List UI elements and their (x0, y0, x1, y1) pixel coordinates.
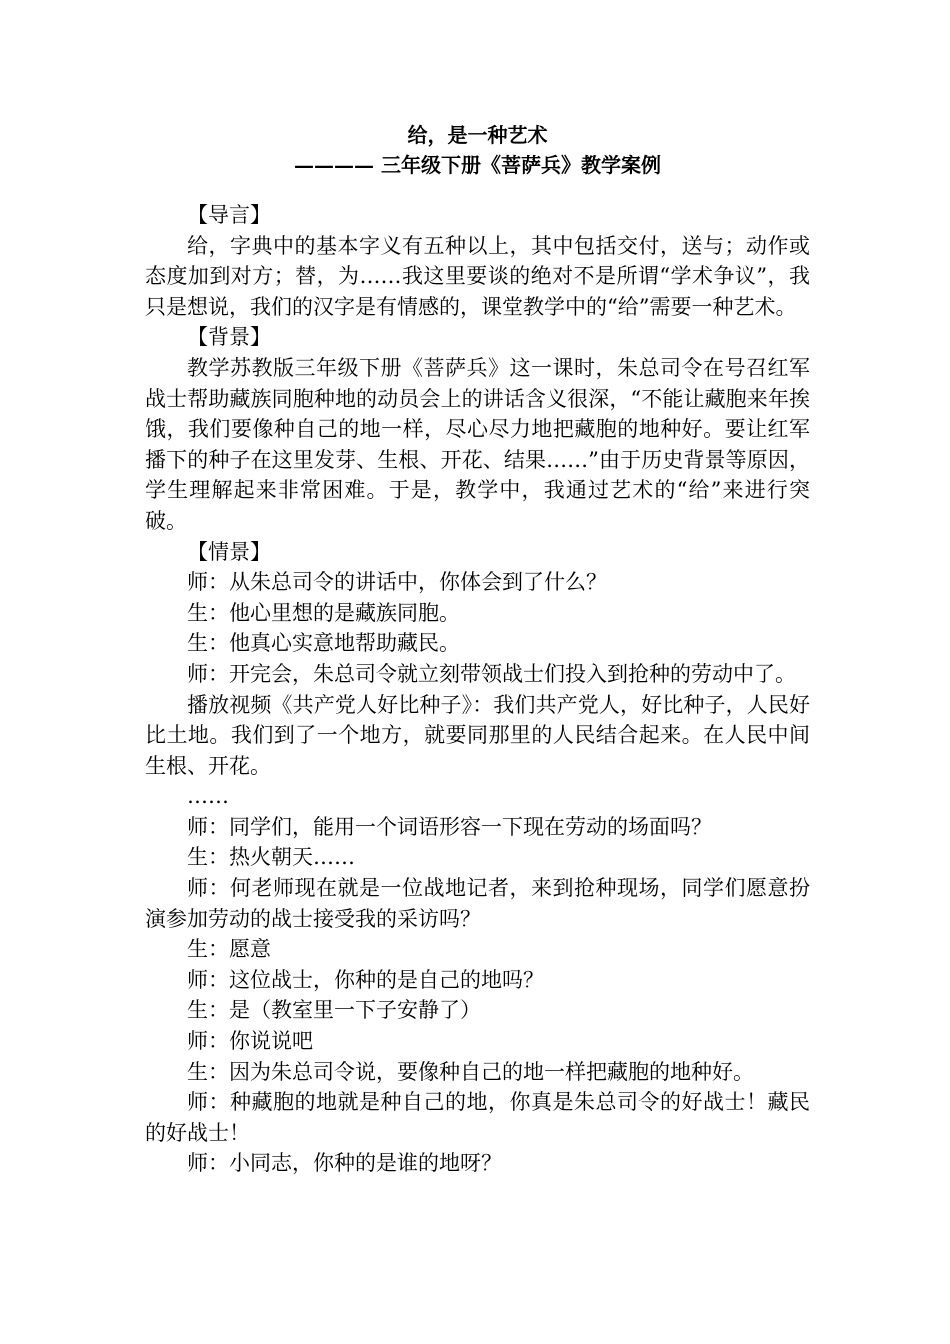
paragraph: 给，字典中的基本字义有五种以上，其中包括交付，送与；动作或态度加到对方；替，为……我这里要谈的绝对不是所谓“学术争议”，我只是想说，我们的汉字是有情感的，课堂教学中的“给”需要一种艺术。 (145, 233, 810, 319)
document-body (145, 200, 810, 1179)
dialogue-line: 师：同学们，能用一个词语形容一下现在劳动的场面吗？ (187, 814, 712, 839)
section-heading-scene: 【情景】 (187, 539, 271, 564)
section-heading-intro: 【导言】 (187, 203, 271, 227)
dialogue-line: 师：这位战士，你种的是自己的地吗？ (187, 967, 544, 992)
dialogue-line: 师：种藏胞的地就是种自己的地，你真是朱总司令的好战士！藏民的好战士！ (145, 1090, 810, 1145)
section-heading-background: 【背景】 (187, 325, 271, 350)
dialogue-line: 师：从朱总司令的讲话中，你体会到了什么？ (187, 570, 607, 595)
paragraph: 播放视频《共产党人好比种子》：我们共产党人，好比种子，人民好比土地。我们到了一个地方，就要同那里的人民结合起来。在人民中间生根、开花。 (145, 692, 810, 778)
dialogue-line: 师：小同志，你种的是谁的地呀？ (187, 1151, 502, 1176)
ellipsis-line: …… (187, 784, 229, 809)
dialogue-line: 师：开完会，朱总司令就立刻带领战士们投入到抢种的劳动中了。 (187, 661, 796, 686)
dialogue-line: 生：他心里想的是藏族同胞。 (187, 600, 460, 625)
dialogue-line: 生：他真心实意地帮助藏民。 (187, 631, 460, 656)
title-block (145, 120, 810, 180)
document-subtitle: ———— 三年级下册《菩萨兵》教学案例 (294, 153, 661, 177)
dialogue-line: 师：你说说吧 (187, 1029, 313, 1054)
document-title: 给，是一种艺术 (407, 123, 548, 147)
dialogue-line: 师：何老师现在就是一位战地记者，来到抢种现场，同学们愿意扮演参加劳动的战士接受我的采访吗？ (145, 876, 810, 931)
dialogue-line: 生：热火朝天…… (187, 845, 355, 870)
dialogue-line: 生：是（教室里一下子安静了） (187, 998, 481, 1023)
dialogue-line: 生：愿意 (187, 937, 271, 962)
paragraph: 教学苏教版三年级下册《菩萨兵》这一课时，朱总司令在号召红军战士帮助藏族同胞种地的动员会上的讲话含义很深，“不能让藏胞来年挨饿，我们要像种自己的地一样，尽心尽力地把藏胞的地种好。要让红军播下的种子在这里发芽、生根、开花、结果……”由于历史背景等原因，学生理解起来非常困难。于是，教学中，我通过艺术的“给”来进行突破。 (145, 355, 810, 533)
dialogue-line: 生：因为朱总司令说，要像种自己的地一样把藏胞的地种好。 (187, 1059, 754, 1084)
